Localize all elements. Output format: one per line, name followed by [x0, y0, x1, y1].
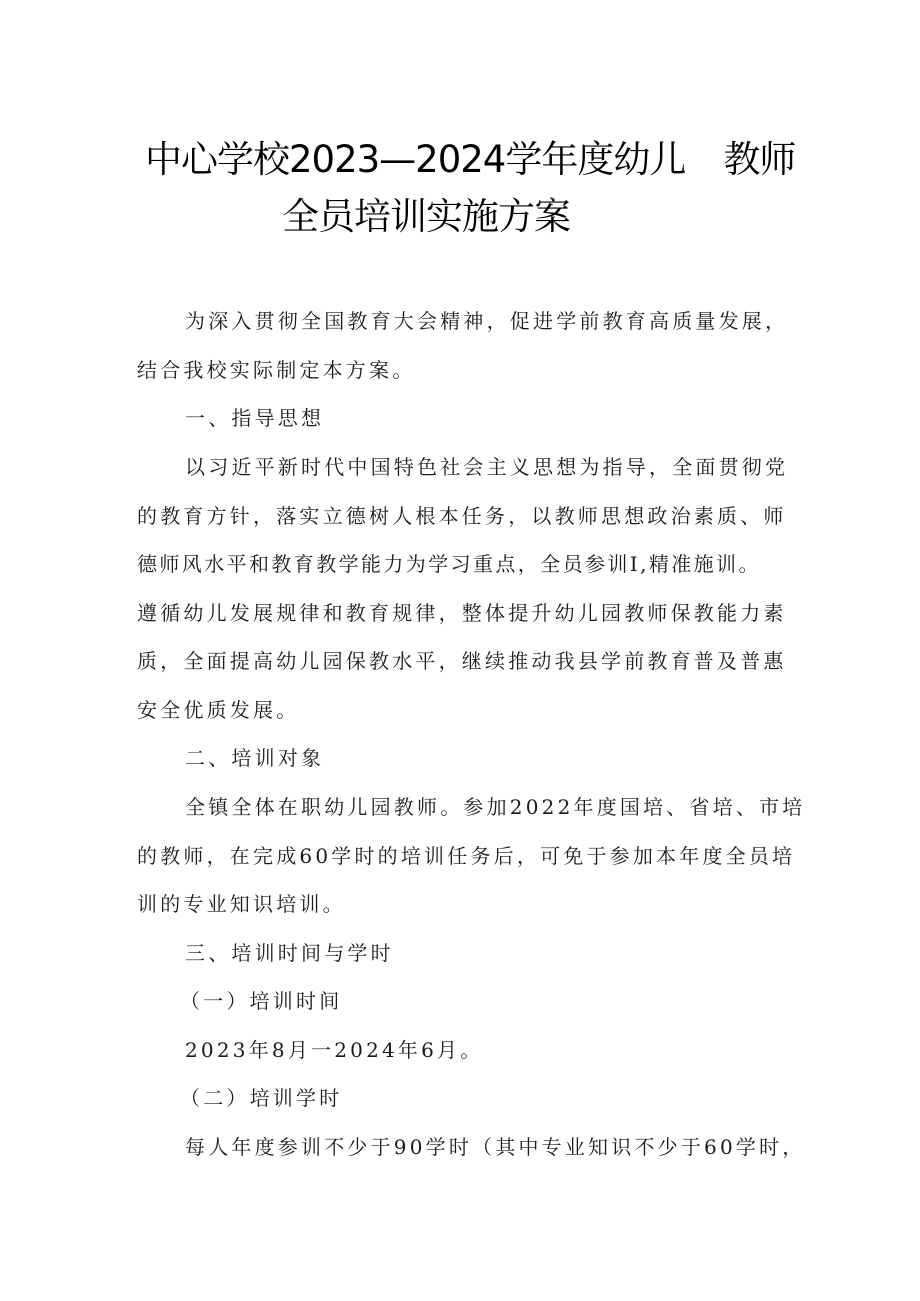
paragraph-guiding-line-4: 遵循幼儿发展规律和教育规律，整体提升幼儿园教师保教能力素 — [137, 601, 787, 625]
paragraph-guiding-line-1: 以习近平新时代中国特色社会主义思想为指导，全面贯彻党 — [185, 455, 789, 479]
paragraph-guiding-line-2: 的教育方针，落实立德树人根本任务，以教师思想政治素质、师 — [137, 504, 787, 528]
paragraph-target-line-2: 的教师，在完成60学时的培训任务后，可免于参加本年度全员培 — [137, 844, 796, 868]
paragraph-guiding-line-6: 安全优质发展。 — [137, 698, 300, 722]
paragraph-guiding-line-3: 德师风水平和教育教学能力为学习重点，全员参训I,精准施训。 — [137, 552, 761, 576]
title-text-part-2: 教师 — [723, 138, 796, 181]
paragraph-intro-line-2: 结合我校实际制定本方案。 — [137, 358, 416, 382]
paragraph-intro-line-1: 为深入贯彻全国教育大会精神，促进学前教育高质量发展， — [185, 309, 789, 333]
paragraph-training-hours-line-1: 每人年度参训不少于90学时（其中专业知识不少于60学时， — [185, 1135, 806, 1159]
subsection-heading-training-period: （一）培训时间 — [180, 989, 343, 1013]
section-heading-training-target: 二、培训对象 — [185, 746, 325, 770]
paragraph-training-period: 2023年8月一2024年6月。 — [185, 1038, 484, 1062]
paragraph-guiding-line-5: 质，全面提高幼儿园保教水平，继续推动我县学前教育普及普惠 — [137, 649, 787, 673]
paragraph-target-line-3: 训的专业知识培训。 — [137, 892, 346, 916]
document-title-line-1 — [145, 138, 796, 181]
title-text-part-1: 中心学校2023—2024学年度幼儿 — [145, 138, 686, 181]
subsection-heading-training-hours: （二）培训学时 — [180, 1086, 343, 1110]
document-title-line-2: 全员培训实施方案 — [282, 195, 570, 238]
paragraph-target-line-1: 全镇全体在职幼儿园教师。参加2022年度国培、省培、市培 — [185, 795, 806, 819]
section-heading-training-time: 三、培训时间与学时 — [185, 941, 394, 965]
section-heading-guiding-ideology: 一、指导思想 — [185, 406, 325, 430]
